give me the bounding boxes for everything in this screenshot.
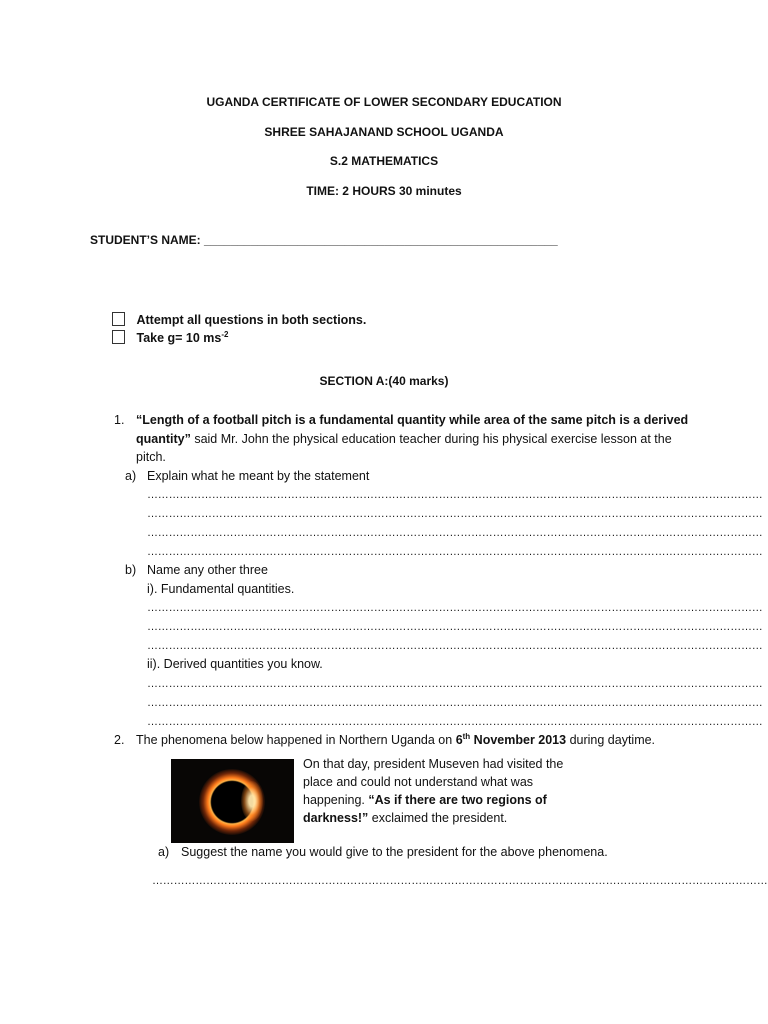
- student-name-line: [90, 231, 558, 249]
- subquestion-text: Name any other three: [147, 563, 268, 577]
- section-a-heading: SECTION A:(40 marks): [319, 374, 449, 388]
- answer-line[interactable]: ………………………………………………………………………………………………………………………………………………………: [152, 875, 768, 887]
- solar-eclipse-image: [171, 759, 294, 843]
- student-name-blank[interactable]: _____________________________________________________: [204, 233, 558, 247]
- subquestion-label: a): [158, 845, 170, 859]
- question-text-line: quantity” said Mr. John the physical education teacher during his physical exercise lesson at the: [136, 432, 672, 446]
- subquestion-text: Suggest the name you would give to the president for the above phenomena.: [181, 845, 608, 859]
- answer-line[interactable]: ………………………………………………………………………………………………………………………………………………………: [147, 678, 763, 690]
- answer-line[interactable]: ………………………………………………………………………………………………………………………………………………………: [147, 527, 763, 539]
- subquestion-part: ii). Derived quantities you know.: [147, 657, 323, 671]
- question-number: 2.: [114, 733, 125, 747]
- subquestion-text: Explain what he meant by the statement: [147, 469, 370, 483]
- answer-line[interactable]: ………………………………………………………………………………………………………………………………………………………: [147, 697, 763, 709]
- story-paragraph: On that day, president Museven had visited the place and could not understand what was happening. “As if there are two regions of darkness!” exclaimed the president.: [303, 757, 564, 825]
- answer-line[interactable]: ………………………………………………………………………………………………………………………………………………………: [147, 508, 763, 520]
- answer-line[interactable]: ………………………………………………………………………………………………………………………………………………………: [147, 716, 763, 728]
- exam-time: TIME: 2 HOURS 30 minutes: [306, 184, 462, 198]
- subject-title: S.2 MATHEMATICS: [329, 154, 439, 168]
- answer-line[interactable]: ………………………………………………………………………………………………………………………………………………………: [147, 640, 763, 652]
- instruction-item: Attempt all questions in both sections.: [112, 311, 366, 329]
- question-number: 1.: [114, 413, 125, 427]
- answer-line[interactable]: ………………………………………………………………………………………………………………………………………………………: [147, 621, 763, 633]
- instruction-item: Take g= 10 $ms^{-2}$: [112, 329, 229, 347]
- subquestion-label: b): [125, 563, 137, 577]
- bullet-box-icon: [112, 330, 125, 344]
- school-name: SHREE SAHAJANAND SCHOOL UGANDA: [264, 125, 504, 139]
- student-name-label: STUDENT’S NAME:: [90, 233, 204, 247]
- question-text-line: pitch.: [136, 450, 166, 464]
- question-text-line: The phenomena below happened in Northern Uganda on 6th November 2013 during daytime.: [136, 731, 656, 747]
- subquestion-part: i). Fundamental quantities.: [147, 582, 295, 596]
- answer-line[interactable]: ………………………………………………………………………………………………………………………………………………………: [147, 546, 763, 558]
- answer-line[interactable]: ………………………………………………………………………………………………………………………………………………………: [147, 489, 763, 501]
- subquestion-label: a): [125, 469, 137, 483]
- exam-board-title: UGANDA CERTIFICATE OF LOWER SECONDARY EDUCATION: [206, 95, 562, 109]
- question-text-line: “Length of a football pitch is a fundamental quantity while area of the same pitch is a derived: [136, 413, 689, 427]
- bullet-box-icon: [112, 312, 125, 326]
- answer-line[interactable]: ………………………………………………………………………………………………………………………………………………………: [147, 602, 763, 614]
